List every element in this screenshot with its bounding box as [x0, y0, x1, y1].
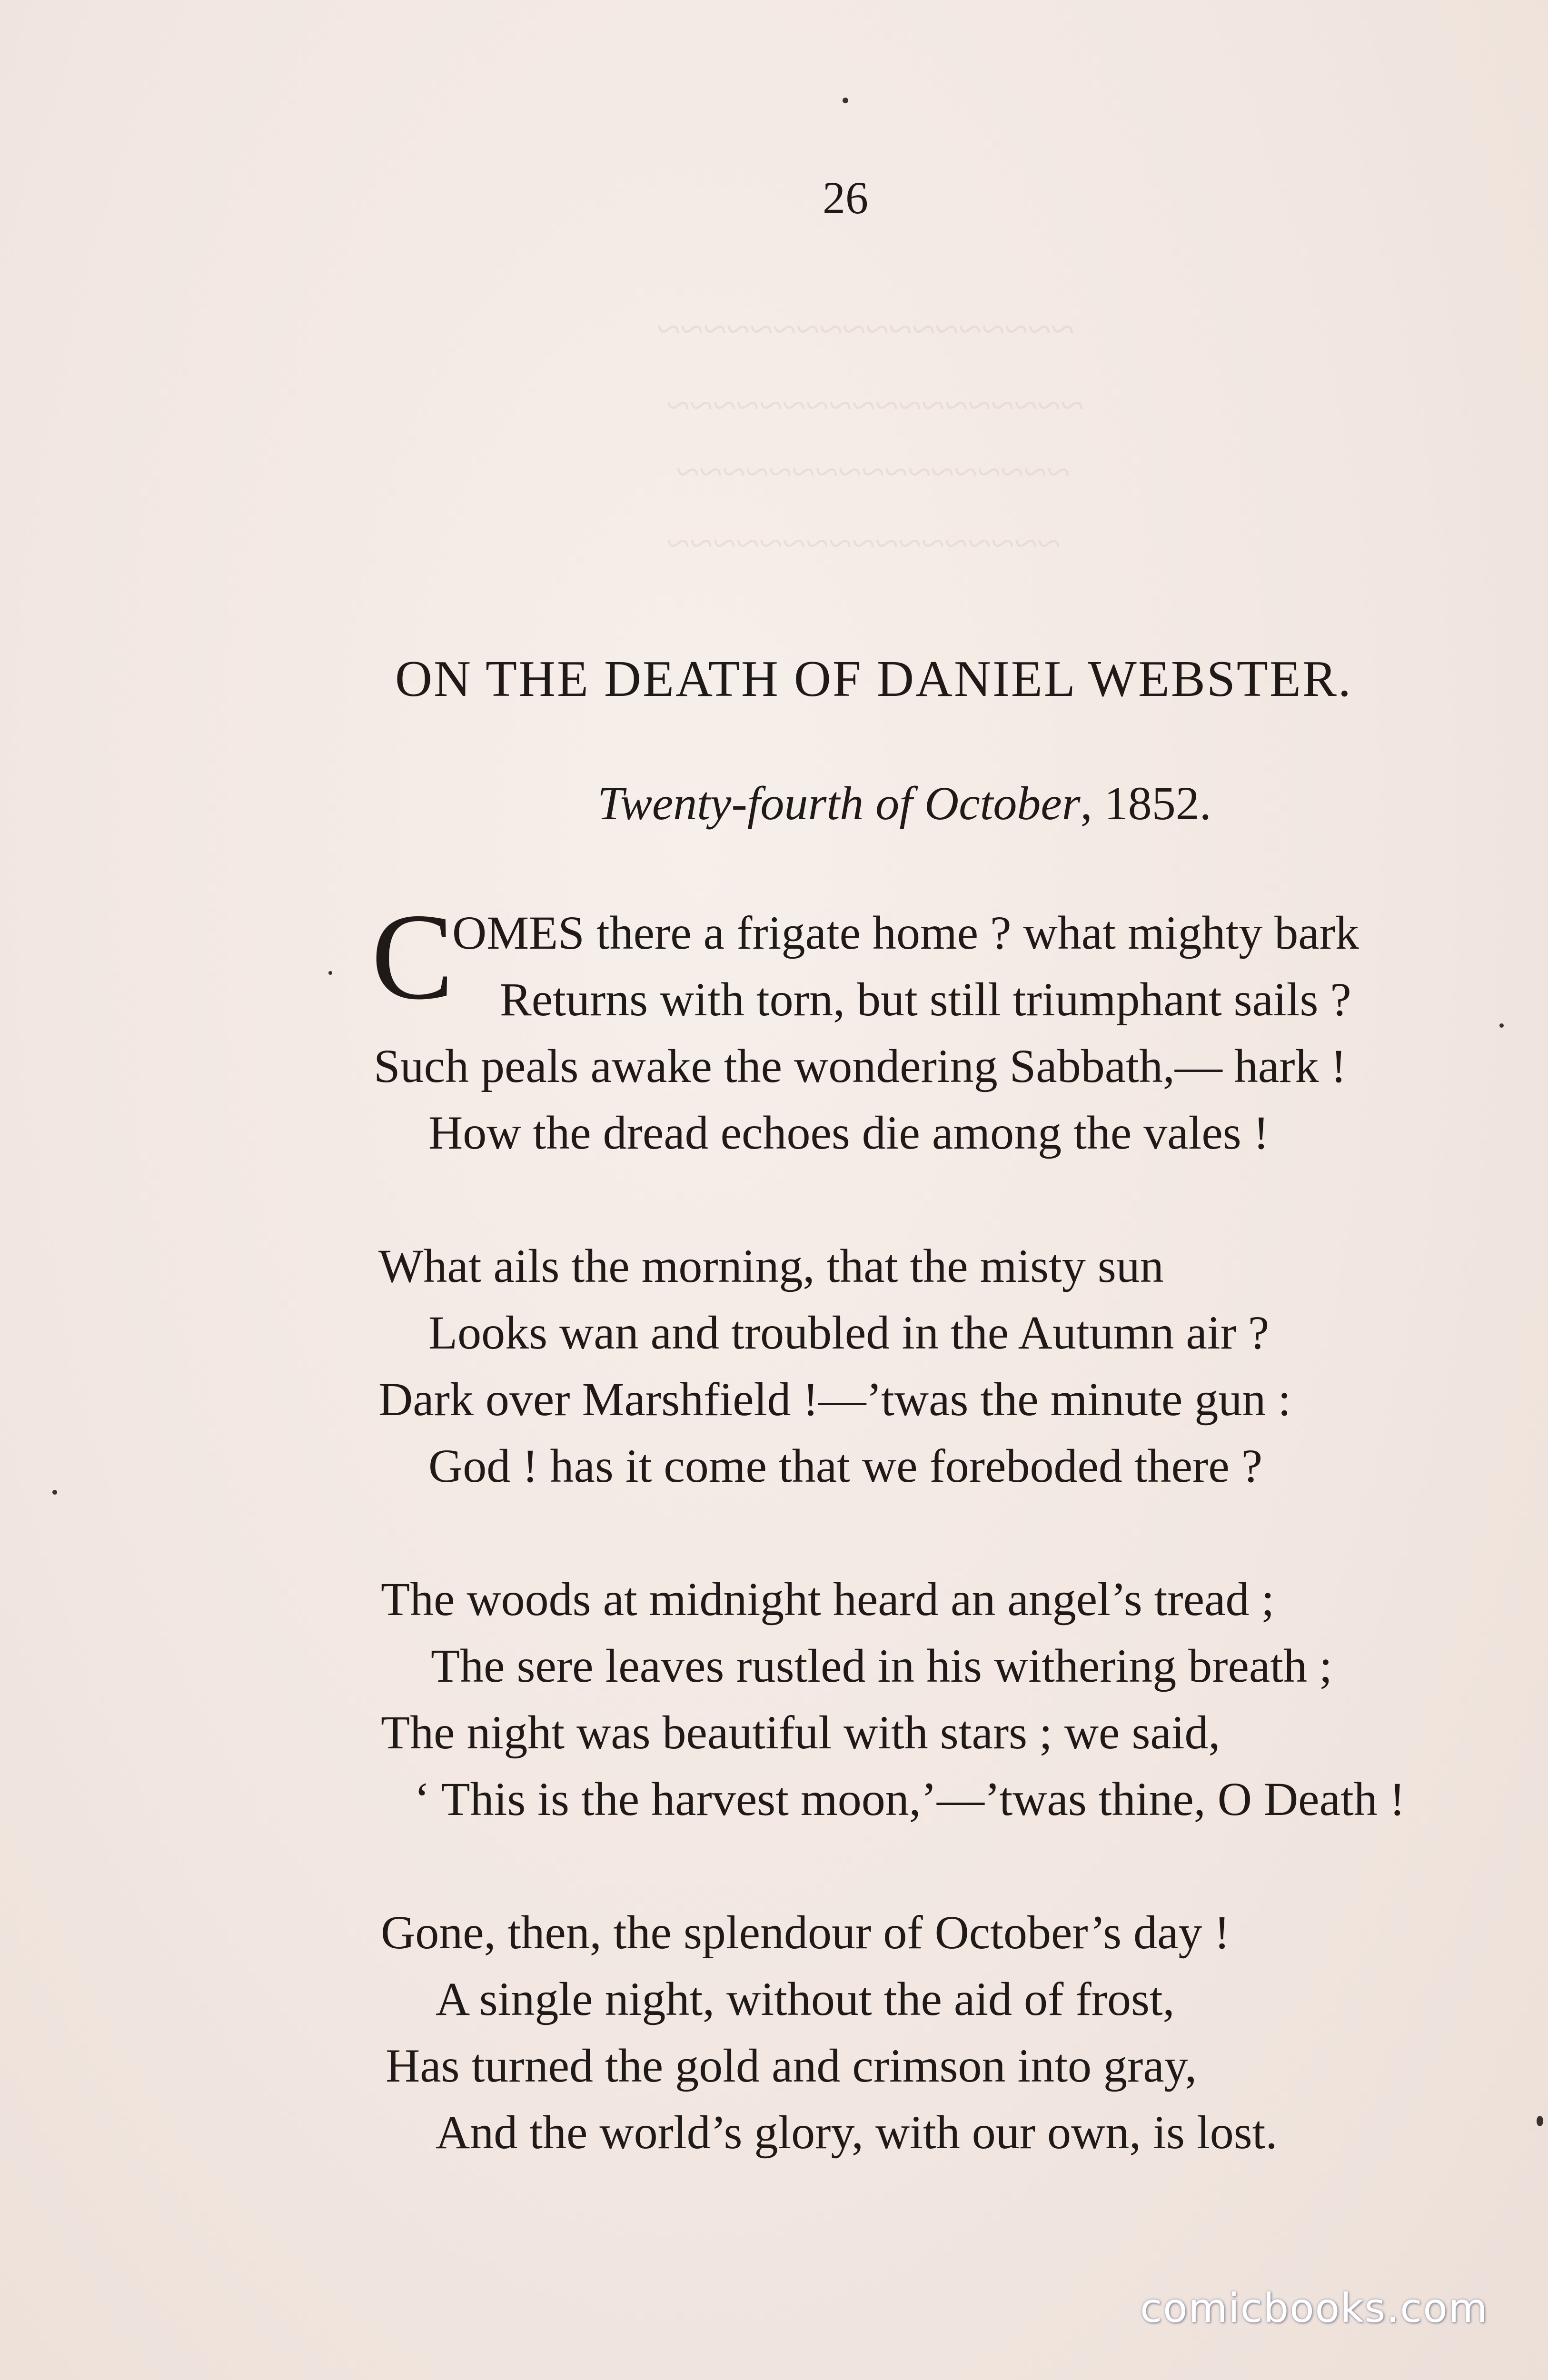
poem-line: God ! has it come that we foreboded there ? [428, 1439, 1263, 1492]
poem-line: ‘ This is the harvest moon,’—’twas thine, O Death ! [414, 1773, 1406, 1825]
dateline-italic: Twenty-fourth of October [597, 777, 1081, 830]
poem-line: Such peals awake the wondering Sabbath,— hark ! [374, 1040, 1347, 1092]
watermark: comicbooks.com [1140, 2285, 1488, 2331]
paper-speck [1537, 2116, 1543, 2126]
poem-line: The night was beautiful with stars ; we said, [381, 1706, 1221, 1759]
drop-cap: C [371, 888, 454, 1025]
poem-line: A single night, without the aid of frost, [436, 1973, 1175, 2025]
poem-dateline [597, 776, 1211, 831]
poem-line: The sere leaves rustled in his withering breath ; [431, 1639, 1332, 1692]
poem-line: How the dread echoes die among the vales ! [428, 1106, 1270, 1159]
poem-line: And the world’s glory, with our own, is lost. [436, 2106, 1278, 2159]
bleed-through-shadow: ~~~~~~~~~~~~~~~~~~ ~~~~~~~~~~~~~~~~~~ ~~~~~~~~~~~~~~~~~ ~~~~~~~~~~~~~~~~~ [657, 306, 1084, 567]
poem-title: ON THE DEATH OF DANIEL WEBSTER. [395, 651, 1352, 707]
poem-line: OMES there a frigate home ? what mighty bark [452, 906, 1359, 959]
poem-line: Returns with torn, but still triumphant sails ? [500, 973, 1351, 1026]
paper-speck [328, 971, 332, 975]
poem-line: What ails the morning, that the misty sun [378, 1240, 1164, 1292]
page-number: 26 [823, 172, 868, 223]
paper-speck [1499, 1023, 1504, 1028]
poem-line: The woods at midnight heard an angel’s tread ; [381, 1573, 1275, 1626]
poem-line: Has turned the gold and crimson into gray, [386, 2039, 1197, 2092]
paper-speck [843, 98, 848, 103]
poem-line: Gone, then, the splendour of October’s day ! [381, 1906, 1230, 1959]
poem-line: Dark over Marshfield !—’twas the minute gun : [378, 1373, 1291, 1426]
poem-line: Looks wan and troubled in the Autumn air ? [428, 1306, 1270, 1359]
paper-speck [52, 1490, 57, 1495]
dateline-year: , 1852. [1080, 777, 1211, 830]
